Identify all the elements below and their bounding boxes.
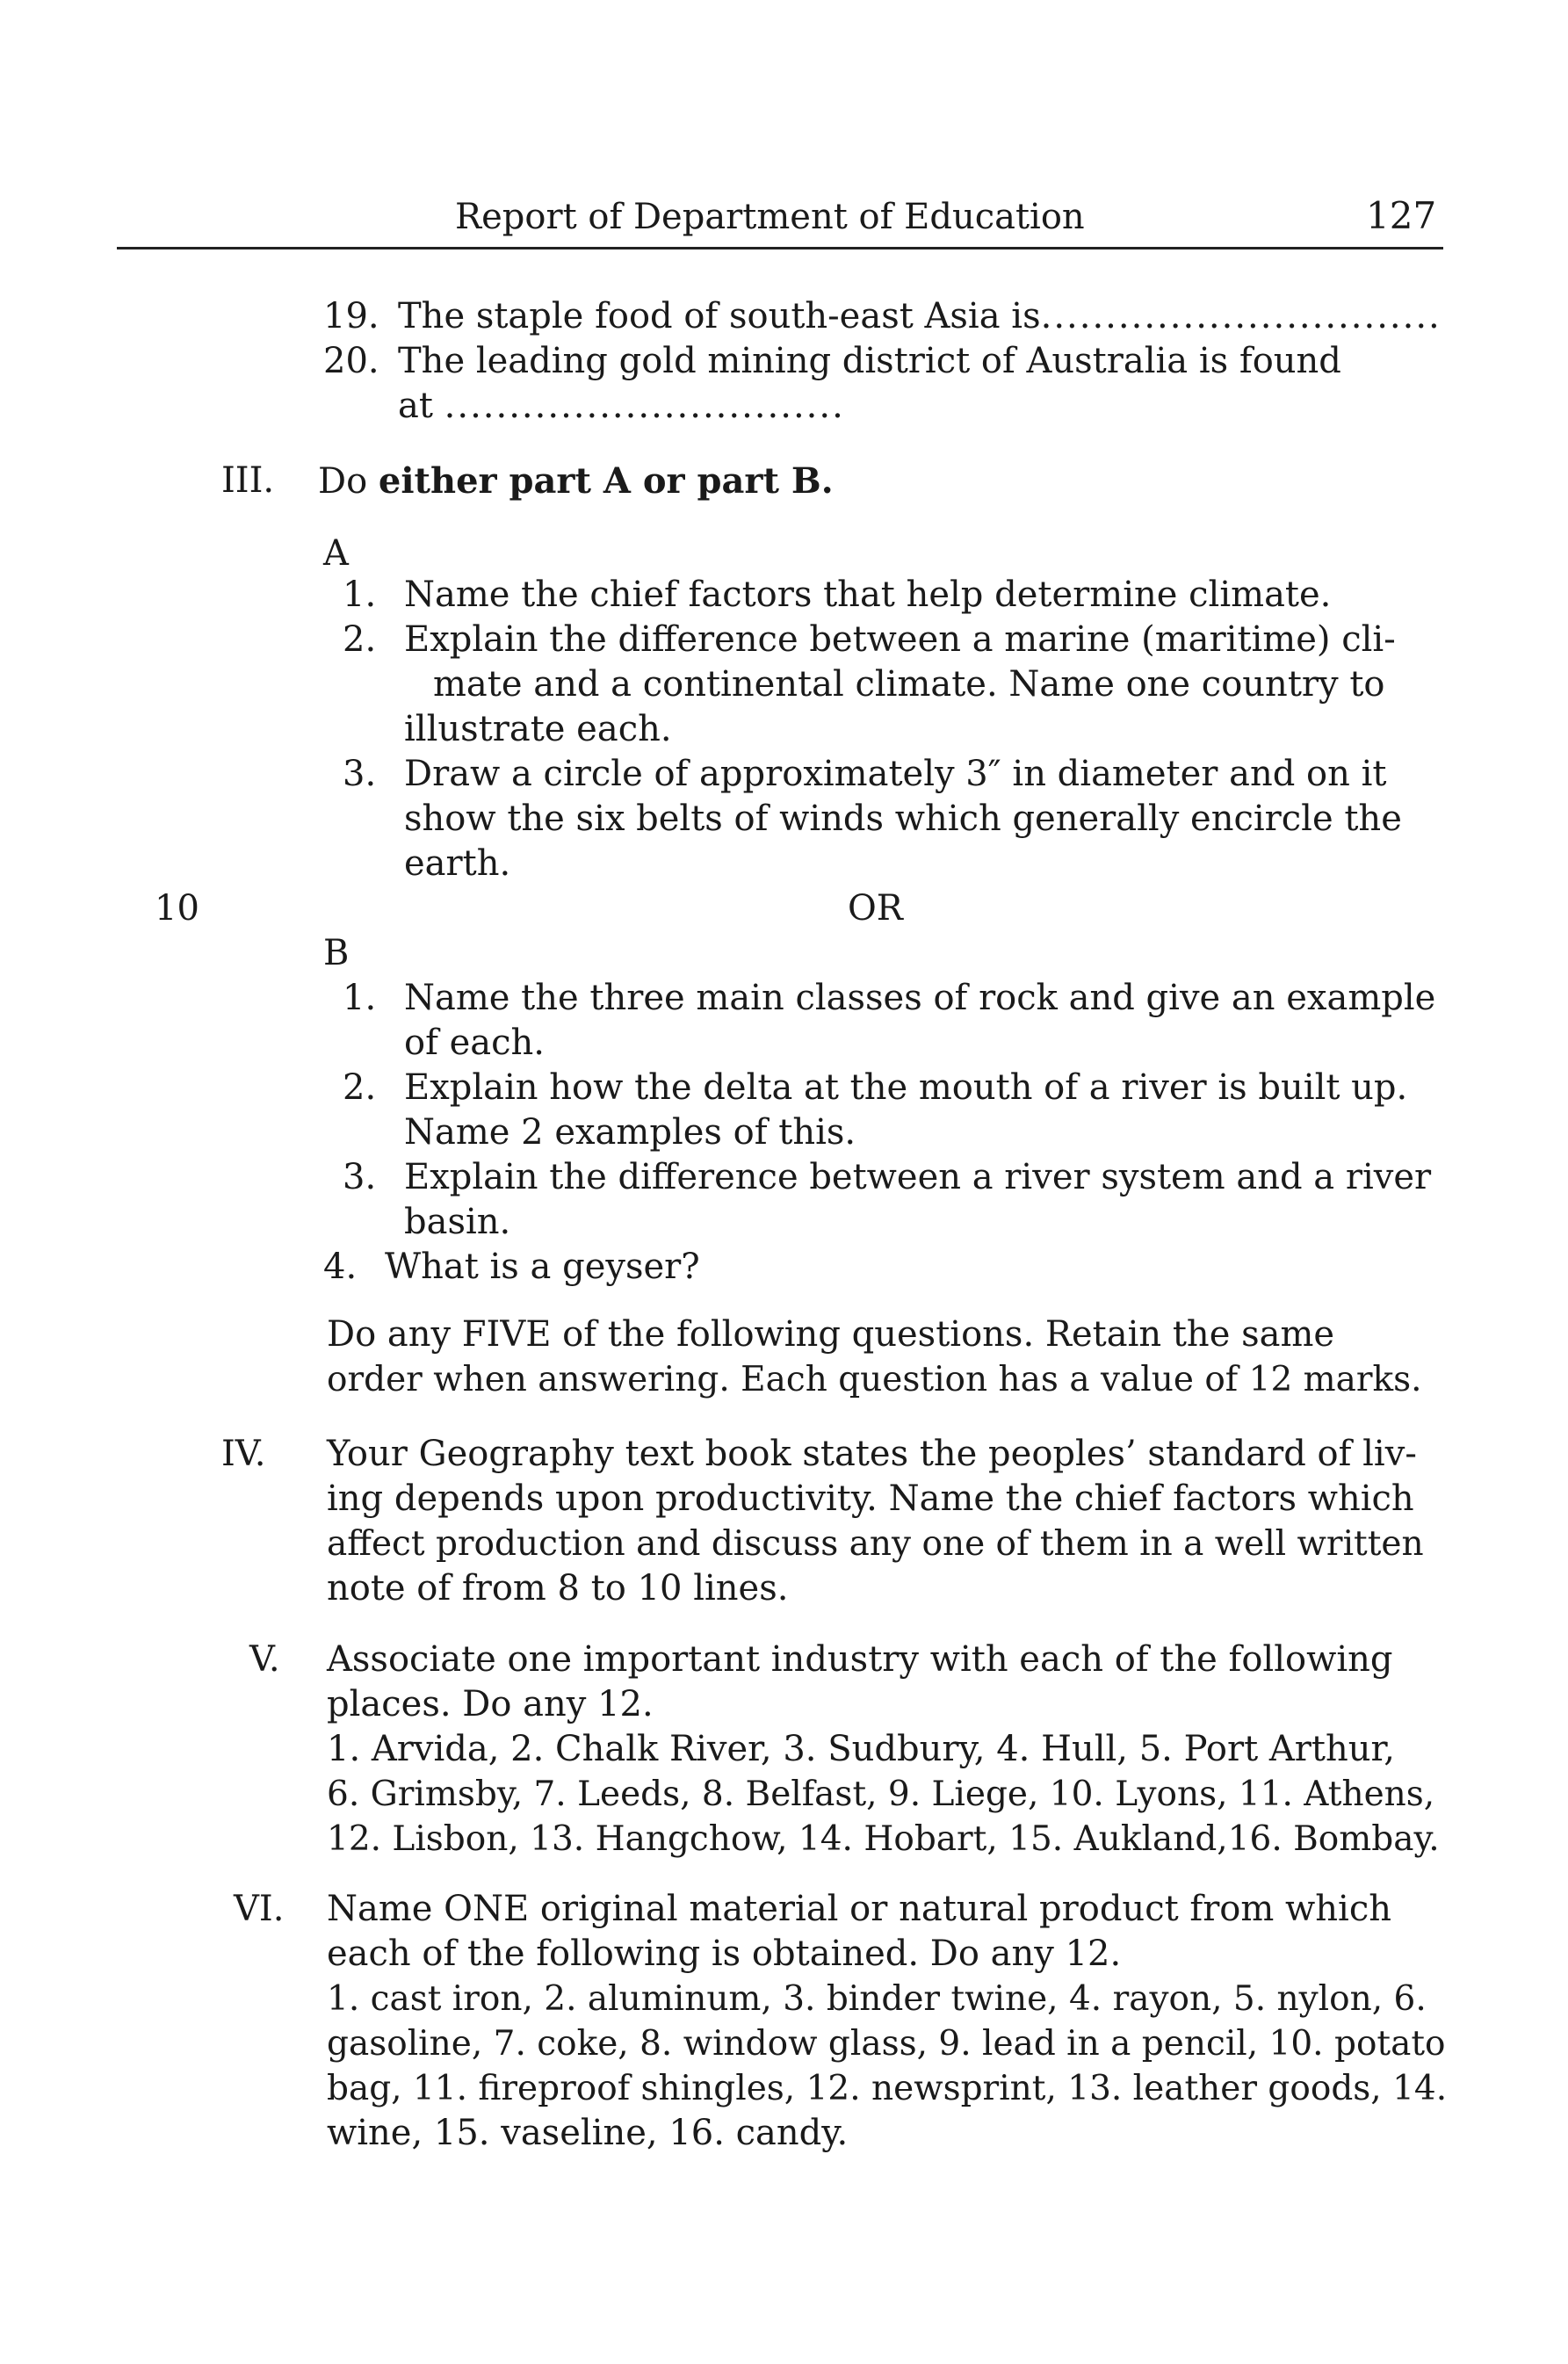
section-numeral: V.	[249, 1639, 280, 1680]
general-instruction: order when answering. Each question has a value of 12 marks.	[327, 1360, 1422, 1399]
section-text: places. Do any 12.	[327, 1684, 654, 1724]
list-item-number: 2.	[343, 619, 377, 660]
list-item-text: Explain how the delta at the mouth of a river is built up.	[404, 1067, 1408, 1108]
question-20-prompt: at	[398, 386, 433, 426]
question-20-number: 20.	[323, 341, 379, 381]
section-numeral: VI.	[234, 1889, 285, 1929]
list-item-text: mate and a continental climate. Name one country to	[433, 664, 1385, 705]
header-rule	[117, 247, 1443, 249]
section-text: bag, 11. fireproof shingles, 12. newsprint, 13. leather goods, 14.	[327, 2069, 1448, 2108]
list-item-text: Explain the difference between a marine (maritime) cli-	[404, 619, 1396, 660]
section-text: wine, 15. vaseline, 16. candy.	[327, 2113, 849, 2153]
marks-value: 10	[155, 888, 199, 929]
list-item-text: illustrate each.	[404, 709, 672, 749]
question-19-prompt: The staple food of south-east Asia is	[398, 296, 1041, 336]
section-text: Your Geography text book states the peoples’ standard of liv-	[327, 1434, 1417, 1474]
section-text: affect production and discuss any one of them in a well written	[327, 1524, 1424, 1564]
section-text: each of the following is obtained. Do any 12.	[327, 1934, 1122, 1974]
list-item-text: What is a geyser?	[385, 1247, 700, 1287]
list-item-number: 2.	[343, 1067, 377, 1108]
section-text: 1. Arvida, 2. Chalk River, 3. Sudbury, 4. Hull, 5. Port Arthur,	[327, 1729, 1395, 1769]
list-item-text: Draw a circle of approximately 3″ in diameter and on it	[404, 754, 1387, 794]
question-19-number: 19.	[323, 296, 379, 336]
list-item-number: 3.	[343, 754, 377, 794]
page-number: 127	[1366, 194, 1437, 237]
running-header-title: Report of Department of Education	[455, 197, 1085, 237]
part-b-label: B	[323, 933, 350, 973]
answer-blank: ...............................	[1040, 296, 1442, 336]
list-item-text: earth.	[404, 843, 511, 884]
list-item-text: show the six belts of winds which generally encircle the	[404, 799, 1402, 839]
instruction-text: Do	[318, 461, 368, 502]
section-text: Name ONE original material or natural product from which	[327, 1889, 1391, 1929]
instruction-emphasis: either part A or part B.	[378, 460, 834, 502]
section-text: 12. Lisbon, 13. Hangchow, 14. Hobart, 15. Aukland,16. Bombay.	[327, 1819, 1440, 1859]
list-item-text: basin.	[404, 1202, 511, 1242]
question-19-text	[398, 294, 1442, 339]
section-text: 1. cast iron, 2. aluminum, 3. binder twine, 4. rayon, 5. nylon, 6.	[327, 1979, 1427, 2019]
list-item-number: 1.	[343, 575, 377, 615]
list-item-text: Name the chief factors that help determine climate.	[404, 575, 1332, 615]
section-text: Associate one important industry with each of the following	[327, 1639, 1393, 1680]
list-item-number: 4.	[323, 1247, 358, 1287]
section-text: ing depends upon productivity. Name the chief factors which	[327, 1478, 1414, 1519]
list-item-text: Explain the difference between a river system and a river	[404, 1157, 1432, 1197]
list-item-text: Name the three main classes of rock and give an example	[404, 978, 1436, 1018]
section-instruction	[318, 459, 834, 504]
section-text: note of from 8 to 10 lines.	[327, 1568, 789, 1609]
question-20-line: The leading gold mining district of Australia is found	[398, 341, 1341, 381]
question-20-line	[398, 384, 845, 429]
answer-blank: ...............................	[444, 386, 845, 426]
or-separator: OR	[848, 888, 903, 929]
list-item-number: 1.	[343, 978, 377, 1018]
list-item-number: 3.	[343, 1157, 377, 1197]
list-item-text: of each.	[404, 1023, 545, 1063]
section-numeral: IV.	[221, 1434, 266, 1474]
section-text: gasoline, 7. coke, 8. window glass, 9. lead in a pencil, 10. potato	[327, 2024, 1446, 2064]
section-numeral: III.	[221, 460, 275, 501]
section-text: 6. Grimsby, 7. Leeds, 8. Belfast, 9. Liege, 10. Lyons, 11. Athens,	[327, 1775, 1435, 1814]
general-instruction: Do any FIVE of the following questions. Retain the same	[327, 1314, 1335, 1355]
list-item-text: Name 2 examples of this.	[404, 1112, 856, 1153]
part-a-label: A	[323, 533, 349, 574]
